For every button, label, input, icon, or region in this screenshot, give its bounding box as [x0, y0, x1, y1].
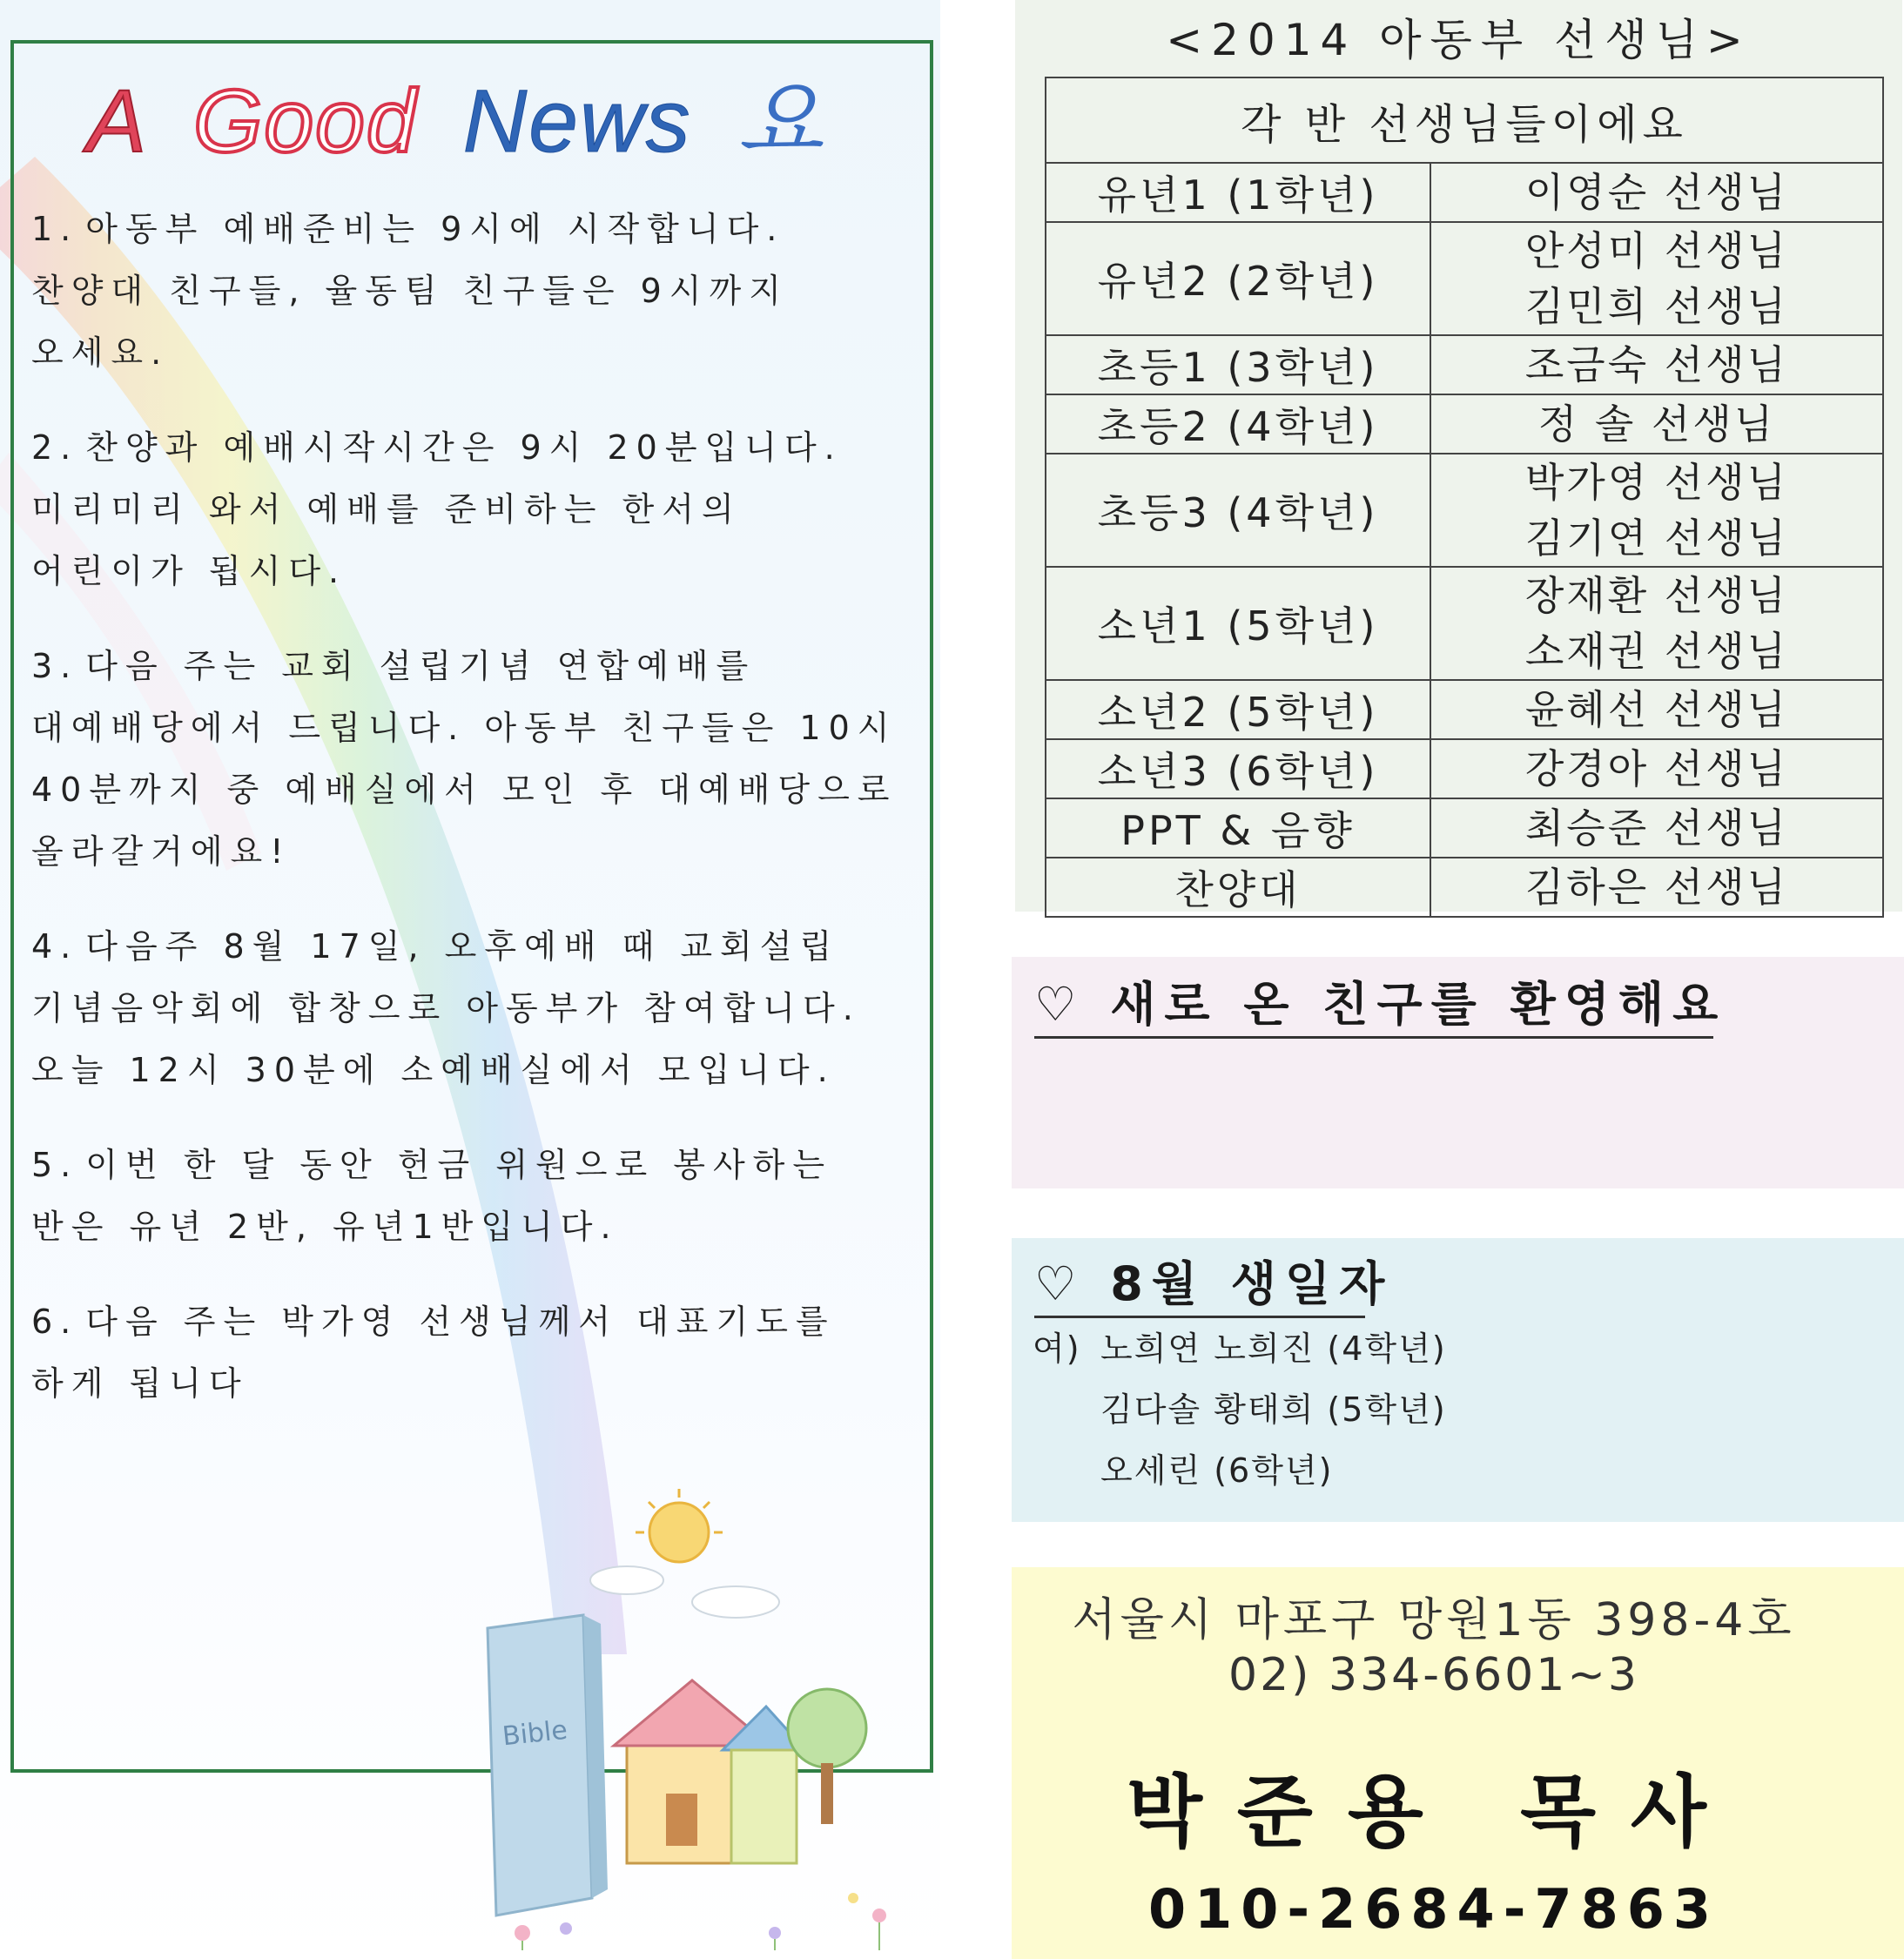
teacher-name: 강경아 선생님 [1524, 745, 1789, 792]
class-cell: 초등1 (3학년) [1046, 335, 1430, 394]
teacher-name: 장재환 선생님 [1524, 572, 1789, 619]
bible-label: Bible [501, 1714, 569, 1753]
bible-book-icon [488, 1615, 608, 1915]
table-row [1046, 739, 1883, 798]
church-phone: 02) 334-6601~3 [1228, 1649, 1639, 1701]
teacher-cell [1430, 798, 1883, 858]
table-row [1046, 858, 1883, 917]
birthday-names: 오세린 (6학년) [1100, 1451, 1334, 1490]
birthday-title: ♡ 8월 생일자 [1034, 1247, 1365, 1318]
notice-number: 6. [31, 1303, 79, 1341]
notice-text: 찬양과 예배시작시간은 9시 20분입니다. 미리미리 와서 예배를 준비하는 한서의 어린이가 됩시다. [31, 428, 843, 590]
notice-item [31, 199, 911, 384]
notice-item [31, 1134, 911, 1258]
teacher-name: 이영순 선생님 [1524, 169, 1789, 216]
teacher-cell [1430, 163, 1883, 222]
welcome-section [1012, 957, 1904, 1188]
birthday-names: 노희연 노희진 (4학년) [1100, 1330, 1447, 1368]
notice-list [31, 199, 911, 1448]
notice-item [31, 417, 911, 603]
welcome-title: ♡ 새로 온 친구를 환영해요 [1034, 967, 1713, 1039]
teacher-name: 박가영 선생님 [1524, 459, 1789, 506]
birthday-section [1012, 1238, 1904, 1522]
notice-text: 아동부 예배준비는 9시에 시작합니다. 찬양대 친구들, 율동팀 친구들은 9시까지 오세요. [31, 210, 789, 372]
notice-item [31, 636, 911, 883]
teacher-cell [1430, 335, 1883, 394]
table-row [1046, 454, 1883, 567]
class-cell: 소년3 (6학년) [1046, 739, 1430, 798]
teacher-section-title: <2014 아동부 선생님> [1166, 15, 1752, 65]
class-cell: 소년1 (5학년) [1046, 567, 1430, 680]
notice-item [31, 1291, 911, 1415]
list-item [1033, 1379, 1447, 1440]
class-cell: 유년2 (2학년) [1046, 222, 1430, 335]
title-good: Good [193, 71, 418, 171]
teacher-name: 소재권 선생님 [1524, 628, 1789, 675]
teacher-name: 김하은 선생님 [1524, 864, 1789, 911]
list-item [1033, 1318, 1447, 1379]
house-icon [614, 1680, 805, 1863]
notice-number: 1. [31, 210, 79, 248]
bible-house-illustration [470, 1480, 923, 1950]
teacher-name: 김기연 선생님 [1524, 515, 1789, 562]
teacher-name: 김민희 선생님 [1524, 283, 1789, 330]
list-item [1033, 1440, 1447, 1501]
table-row [1046, 680, 1883, 739]
class-cell: 유년1 (1학년) [1046, 163, 1430, 222]
notice-text: 다음 주는 교회 설립기념 연합예배를 대예배당에서 드립니다. 아동부 친구들은 10시 40분까지 중 예배실에서 모인 후 대예배당으로 올라갈거에요! [31, 647, 898, 871]
teacher-name: 조금숙 선생님 [1524, 341, 1789, 388]
church-address: 서울시 마포구 망원1동 398-4호 [1072, 1594, 1796, 1646]
class-cell: 찬양대 [1046, 858, 1430, 917]
table-header-row [1046, 77, 1883, 163]
table-row [1046, 394, 1883, 454]
teacher-cell [1430, 222, 1883, 335]
class-cell: PPT & 음향 [1046, 798, 1430, 858]
teacher-name: 정 솔 선생님 [1537, 401, 1776, 448]
birthday-list [1033, 1318, 1447, 1501]
table-row [1046, 163, 1883, 222]
title-yo: 요 [737, 71, 825, 171]
teacher-cell [1430, 567, 1883, 680]
teacher-cell [1430, 680, 1883, 739]
sun-icon [636, 1489, 723, 1562]
teacher-cell [1430, 739, 1883, 798]
pastor-mobile: 010-2684-7863 [1147, 1877, 1719, 1941]
newsletter-title [87, 50, 897, 171]
notice-text: 다음주 8월 17일, 오후예배 때 교회설립 기념음악회에 합창으로 아동부가 참여합니다. 오늘 12시 30분에 소예배실에서 모입니다. [31, 927, 861, 1089]
title-a: A [87, 71, 149, 171]
notice-number: 5. [31, 1146, 79, 1184]
teacher-cell [1430, 394, 1883, 454]
tree-icon [788, 1689, 866, 1824]
class-cell: 소년2 (5학년) [1046, 680, 1430, 739]
teacher-table [1045, 77, 1884, 918]
notice-item [31, 916, 911, 1101]
teacher-cell [1430, 454, 1883, 567]
notice-text: 이번 한 달 동안 헌금 위원으로 봉사하는 반은 유년 2반, 유년1반입니다. [31, 1146, 833, 1246]
pastor-name: 박준용 목사 [1126, 1767, 1742, 1858]
notice-number: 3. [31, 647, 79, 685]
teacher-cell [1430, 858, 1883, 917]
title-news: News [462, 71, 692, 171]
table-row [1046, 222, 1883, 335]
table-header: 각 반 선생님들이에요 [1046, 77, 1883, 163]
table-row [1046, 798, 1883, 858]
birthday-names: 김다솔 황태희 (5학년) [1100, 1390, 1447, 1429]
contact-section [1012, 1567, 1904, 1959]
table-row [1046, 567, 1883, 680]
teacher-name: 안성미 선생님 [1524, 227, 1789, 274]
teacher-name: 최승준 선생님 [1524, 804, 1789, 852]
right-panel [1012, 0, 1904, 1959]
notice-number: 4. [31, 927, 79, 966]
notice-number: 2. [31, 428, 79, 467]
class-cell: 초등2 (4학년) [1046, 394, 1430, 454]
teacher-name: 윤혜선 선생님 [1524, 686, 1789, 733]
notice-text: 다음 주는 박가영 선생님께서 대표기도를 하게 됩니다 [31, 1303, 836, 1403]
class-cell: 초등3 (4학년) [1046, 454, 1430, 567]
table-row [1046, 335, 1883, 394]
teacher-section [1015, 0, 1902, 912]
birthday-prefix: 여) [1033, 1330, 1081, 1368]
